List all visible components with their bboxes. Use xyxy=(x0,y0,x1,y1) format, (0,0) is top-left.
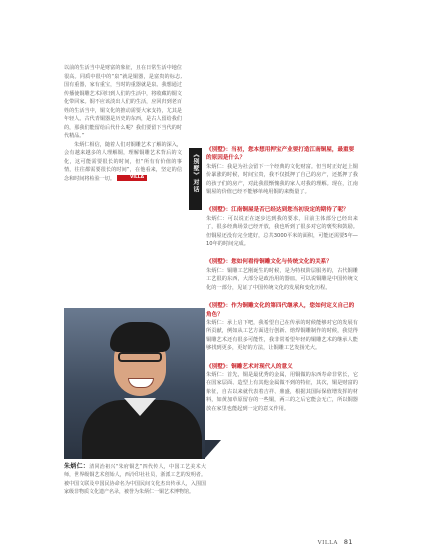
villa-end-tag: VILLA xyxy=(117,175,147,181)
portrait-glasses xyxy=(118,352,162,362)
photo-speech-tail xyxy=(205,440,221,458)
answer: 朱炳仁：我是为社会留下一个经典的文化财富。但当时正好赶上铜价暴涨的时候，时间宝贵，我不仅抵押了自己的房产，还抵押了我的孩子们的房产，对此我很惭愧我的家人对我的理解。现在，江南铜屋的价值已经不能够单纯用铜的来衡量了。 xyxy=(206,163,358,196)
question: 《别墅》：您如何看待铜雕文化与传统文化的关系？ xyxy=(206,259,332,266)
page-number: 81 xyxy=(343,538,353,546)
answer: 朱炳仁：首先，铜是最优秀的金属，用铜做的东西寿命非常长，它在国家层面、造型上有其他金属做不到的特征，其次，铜是财富的象征，自古以来就代表着吉祥、鼎盛，根据其国际保值增发挥的材料，如黄加草原留存的一些铜，两三的之后它能会无亡，所以铜器放在家里也能起到一定的意义作用。 xyxy=(206,371,358,412)
question: 《别墅》：铜雕艺术对现代人的意义 xyxy=(206,363,293,370)
portrait-caption xyxy=(64,463,206,497)
dialogue-side-label xyxy=(189,148,202,210)
qa-block xyxy=(206,302,358,352)
question: 《别墅》：作为铜雕文化的第四代继承人，您如何定义自己的角色？ xyxy=(206,303,355,318)
caption-text: 清同治祖兴“朱府铜艺”四代传人，中国工艺美术大师，世界级铜艺术创始人，西泠印社社员，浙派工艺的发明者。被中国文联及中国民协命名为中国民间文化杰出传承人，入围国家级非物质文化遗产名录，被誉为朱炳仁一铜艺术博物馆。 xyxy=(64,464,206,496)
answer: 朱炳仁：可以说正在逐步达到我的要求，目前主体部分已经出来了，很多经典场景已经开放，我也听到了很多对它的褒奖和鼓励。但铜屋还没有完全建好，总共3000平米的面积，可能还需要5年—10年的时间完成。 xyxy=(206,215,358,248)
side-label-text: 《别墅》对话 xyxy=(192,151,199,193)
portrait-photo xyxy=(64,308,205,459)
left-article-column xyxy=(64,64,182,183)
page-footer xyxy=(318,538,353,546)
answer: 朱炳仁：铜雕工艺刚诞生的时候，是为特权阶层服务的，古代铜雕工艺很的东西，大部分是政治用的器皿，可以说铜雕是中国传统文化的一部分，见证了中国传统文化的发展和变化历程。 xyxy=(206,267,358,291)
qa-block xyxy=(206,206,358,248)
question: 《别墅》：江南铜屋是否已经达到您当初设定的期待了呢？ xyxy=(206,207,349,214)
interview-column xyxy=(206,146,358,423)
qa-block xyxy=(206,258,358,292)
footer-brand: VILLA xyxy=(317,540,338,546)
left-paragraph-1: 以前的生活当中是财富的象征，且在日常生活中地位很高。同质中很中的“泉”就是铜器，是富贵的标志,国有重器，家有重宝，当时的重器就是泉。我想通过传播使铜雕艺术回归到人们的生活中，将收藏的铜文化带回家。铜不应该淡出人们的生活，应回归到老百姓的生活当中，铜文化的推动需要大家支持，尤其是年轻人。古代青铜器是历史的东西，是古人留给我们的，那我们能留给后代什么呢？我们要留下当代的时代精品。” xyxy=(64,65,182,139)
left-paragraph-2-text: 朱炳仁相信，随着人们对铜雕艺术了解的深入，会有越来越多的人理解铜，理解铜雕艺术背后的文化，这可能需要很长的时间，但“所有有价值的事情，往往都需要很长的时间”，在他看来，坚定的信念和时间将检验一切。 xyxy=(64,141,182,182)
question: 《别墅》：当初，您本想用押宝产业要打造江南铜屋，最重要的原因是什么？ xyxy=(206,147,355,162)
answer: 朱炳仁：承上启下吧，我希望自己在传承的时候能够对它的发展有所贡献，例如从工艺方面进行创新、熔焊铜雕制作的时候，我觉得铜雕艺术还有很多可能性，我非常希望年轻的铜雕艺术的继承人能够找到更多，更好的方法，让铜雕工艺发扬光大。 xyxy=(206,319,358,352)
qa-block xyxy=(206,363,358,413)
portrait-hair xyxy=(110,322,170,352)
left-paragraph-2 xyxy=(64,141,182,184)
qa-block xyxy=(206,146,358,196)
caption-name: 朱炳仁： xyxy=(64,463,90,470)
